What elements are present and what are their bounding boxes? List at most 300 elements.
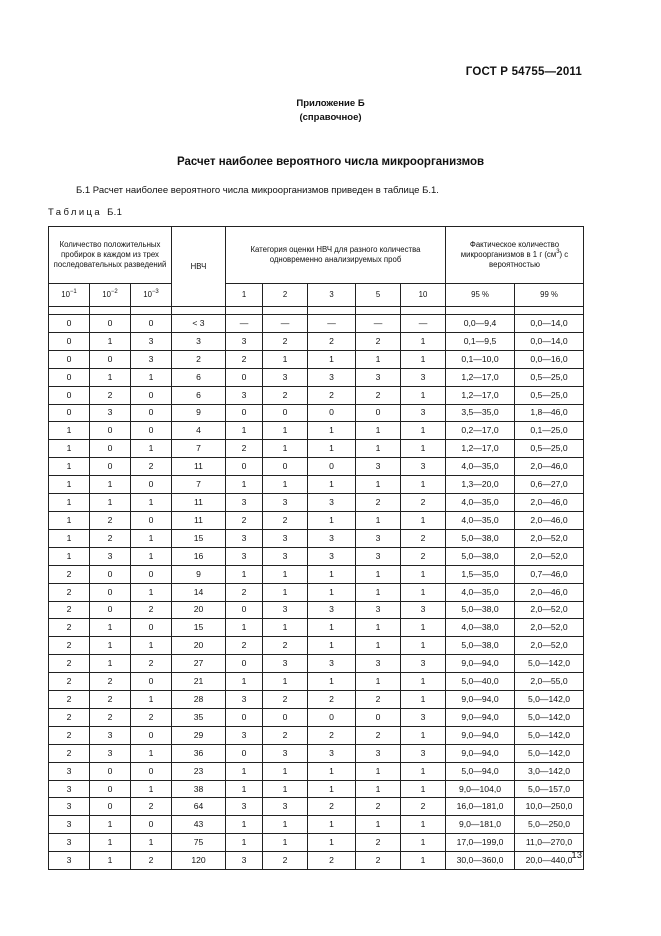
table-cell: 0	[226, 655, 263, 673]
table-cell: 5,0—157,0	[515, 780, 584, 798]
table-cell: 5,0—142,0	[515, 691, 584, 709]
table-cell: 16,0—181,0	[446, 798, 515, 816]
table-cell: 3	[226, 529, 263, 547]
table-body	[49, 307, 584, 870]
table-cell: 0	[131, 816, 172, 834]
table-cell: 0	[90, 762, 131, 780]
table-cell: 0	[90, 565, 131, 583]
appendix-heading	[0, 97, 661, 125]
table-cell: 1	[90, 476, 131, 494]
table-cell: 3	[401, 458, 446, 476]
table-cell: 5,0—142,0	[515, 708, 584, 726]
table-cell: 1	[226, 619, 263, 637]
table-cell: 20	[172, 637, 226, 655]
table-cell: 1	[356, 762, 401, 780]
table-cell: 0	[263, 458, 308, 476]
table-cell: 2	[90, 511, 131, 529]
table-cell: 5,0—38,0	[446, 637, 515, 655]
table-cell: 1	[226, 780, 263, 798]
table-cell: 3	[226, 691, 263, 709]
table-cell: 1	[356, 511, 401, 529]
table-cell: 1,2—17,0	[446, 440, 515, 458]
table-cell: 1,8—46,0	[515, 404, 584, 422]
table-row	[49, 744, 584, 762]
table-cell: 9,0—181,0	[446, 816, 515, 834]
table-cell: 0	[131, 726, 172, 744]
table-row	[49, 601, 584, 619]
table-cell: 3	[226, 798, 263, 816]
table-row	[49, 315, 584, 333]
table-cell: 0	[131, 404, 172, 422]
table-cell: 2,0—46,0	[515, 583, 584, 601]
table-cell: 2	[90, 673, 131, 691]
table-cell: 43	[172, 816, 226, 834]
table-cell: 2	[131, 458, 172, 476]
table-cell: 1	[49, 529, 90, 547]
table-cell: 3,0—142,0	[515, 762, 584, 780]
table-cell: 0	[90, 350, 131, 368]
table-cell: 1	[308, 673, 356, 691]
table-cell: 3	[226, 386, 263, 404]
table-caption	[48, 207, 122, 218]
table-cell: 0,5—25,0	[515, 368, 584, 386]
table-cell: 1	[401, 440, 446, 458]
table-cell: 0	[263, 708, 308, 726]
table-cell: 64	[172, 798, 226, 816]
table-cell: 1	[401, 619, 446, 637]
subheader-category-10: 10	[401, 284, 446, 307]
table-cell: 1	[356, 476, 401, 494]
table-cell: 2	[49, 691, 90, 709]
table-cell: 9	[172, 404, 226, 422]
table-cell: 2	[90, 529, 131, 547]
table-cell: 0	[90, 780, 131, 798]
table-cell: 3	[49, 834, 90, 852]
table-cell: 1	[263, 762, 308, 780]
table-cell: 9,0—94,0	[446, 691, 515, 709]
table-cell: 3	[401, 404, 446, 422]
table-row	[49, 583, 584, 601]
table-cell: 1	[226, 816, 263, 834]
table-cell: 2	[263, 511, 308, 529]
table-cell: 3	[226, 852, 263, 870]
table-cell: 35	[172, 708, 226, 726]
table-cell: 2	[308, 726, 356, 744]
table-cell: 1	[49, 476, 90, 494]
table-cell: 3	[308, 655, 356, 673]
table-row	[49, 565, 584, 583]
table-cell: 1	[49, 458, 90, 476]
table-cell: 2,0—52,0	[515, 529, 584, 547]
table-cell: 3	[90, 404, 131, 422]
table-row	[49, 476, 584, 494]
table-cell: 4,0—35,0	[446, 494, 515, 512]
table-cell: 1,3—20,0	[446, 476, 515, 494]
table-cell: 0	[226, 744, 263, 762]
table-cell: 1	[90, 852, 131, 870]
header-separator	[49, 307, 584, 315]
table-cell: 0	[49, 315, 90, 333]
table-cell: 1	[263, 350, 308, 368]
table-cell: 1	[401, 350, 446, 368]
table-cell: 6	[172, 386, 226, 404]
table-cell: 1	[90, 637, 131, 655]
table-cell: 3	[401, 368, 446, 386]
table-cell: 3	[90, 547, 131, 565]
table-cell: 5,0—142,0	[515, 655, 584, 673]
table-cell: 1	[401, 780, 446, 798]
table-cell: 0,0—16,0	[515, 350, 584, 368]
table-cell: 7	[172, 440, 226, 458]
table-cell: 9,0—94,0	[446, 655, 515, 673]
table-cell: 1	[49, 511, 90, 529]
table-row	[49, 726, 584, 744]
table-caption-label: Таблица	[48, 207, 103, 218]
table-cell: 0	[226, 708, 263, 726]
table-cell: 0	[356, 708, 401, 726]
table-row	[49, 386, 584, 404]
table-row	[49, 655, 584, 673]
table-cell: 1	[308, 780, 356, 798]
table-cell: 23	[172, 762, 226, 780]
table-cell: 2	[49, 708, 90, 726]
table-cell: 2	[49, 601, 90, 619]
table-cell: —	[226, 315, 263, 333]
table-caption-number: Б.1	[107, 207, 123, 218]
document-id: ГОСТ Р 54755—2011	[465, 66, 582, 78]
table-cell: 1	[401, 762, 446, 780]
table-cell: 0	[90, 315, 131, 333]
table-cell: 0	[49, 386, 90, 404]
table-cell: 3	[308, 744, 356, 762]
table-cell: 2	[49, 637, 90, 655]
table-cell: 5,0—40,0	[446, 673, 515, 691]
table-cell: 3	[49, 780, 90, 798]
table-cell: 0	[131, 565, 172, 583]
subheader-dilution-3: $10^{-3}$	[131, 284, 172, 307]
table-cell: 3	[308, 547, 356, 565]
table-cell: 1,2—17,0	[446, 368, 515, 386]
table-cell: 9,0—94,0	[446, 708, 515, 726]
table-cell: 1	[90, 332, 131, 350]
table-cell: 1	[131, 637, 172, 655]
table-cell: 0	[90, 798, 131, 816]
table-cell: 1	[308, 565, 356, 583]
table-cell: 1	[356, 816, 401, 834]
table-cell: 3	[263, 368, 308, 386]
table-row	[49, 511, 584, 529]
table-cell: 0	[226, 601, 263, 619]
table-cell: 0	[131, 511, 172, 529]
table-cell: 1	[308, 762, 356, 780]
table-cell: 1	[263, 619, 308, 637]
header-actual-count: Фактическое количество микроорганизмов в 1 г $(см^3)$ с вероятностью	[446, 227, 584, 284]
table-cell: —	[401, 315, 446, 333]
table-cell: 1	[401, 422, 446, 440]
table-cell: 2	[308, 852, 356, 870]
table-cell: 5,0—94,0	[446, 762, 515, 780]
table-cell: 1	[131, 583, 172, 601]
table-cell: 5,0—250,0	[515, 816, 584, 834]
table-row	[49, 708, 584, 726]
table-cell: 2,0—46,0	[515, 458, 584, 476]
table-cell: 2	[90, 386, 131, 404]
table-cell: 3	[49, 852, 90, 870]
table-cell: 2	[401, 547, 446, 565]
table-cell: 3	[263, 529, 308, 547]
table-cell: 3	[226, 547, 263, 565]
table-cell: 3	[308, 529, 356, 547]
table-cell: 2,0—52,0	[515, 637, 584, 655]
table-row	[49, 529, 584, 547]
table-cell: 0	[90, 601, 131, 619]
table-cell: 2,0—52,0	[515, 619, 584, 637]
table-cell: 1	[49, 494, 90, 512]
table-cell: 2	[226, 637, 263, 655]
table-cell: 0	[308, 708, 356, 726]
table-cell: 0	[131, 619, 172, 637]
table-cell: 0	[356, 404, 401, 422]
header-positive-tubes: Количество положительных пробирок в каждом из трех последовательных разведений	[49, 227, 172, 284]
table-cell: 3	[49, 762, 90, 780]
table-cell: 2	[356, 691, 401, 709]
table-cell: 1	[401, 565, 446, 583]
table-row	[49, 619, 584, 637]
table-cell: 1	[131, 834, 172, 852]
table-cell: 2	[263, 637, 308, 655]
table-row	[49, 350, 584, 368]
table-cell: 2	[356, 494, 401, 512]
table-cell: 1	[131, 368, 172, 386]
table-cell: 3	[356, 458, 401, 476]
table-cell: 0	[90, 440, 131, 458]
table-cell: 1	[356, 637, 401, 655]
table-cell: 0,6—27,0	[515, 476, 584, 494]
table-cell: 2	[356, 332, 401, 350]
appendix-subtitle: (справочное)	[299, 112, 362, 123]
table-cell: 0	[226, 368, 263, 386]
table-row	[49, 368, 584, 386]
subheader-category-3: 3	[308, 284, 356, 307]
table-cell: 0	[131, 673, 172, 691]
table-cell: 1	[263, 440, 308, 458]
table-cell: 5,0—38,0	[446, 529, 515, 547]
table-cell: 1	[356, 780, 401, 798]
table-cell: 1	[226, 673, 263, 691]
table-cell: 0	[131, 762, 172, 780]
table-cell: 5,0—142,0	[515, 744, 584, 762]
table-cell: 2	[131, 655, 172, 673]
table-cell: 1	[49, 422, 90, 440]
table-cell: 2	[263, 332, 308, 350]
table-cell: 3	[263, 494, 308, 512]
table-cell: —	[308, 315, 356, 333]
table-cell: 36	[172, 744, 226, 762]
table-cell: 3	[226, 726, 263, 744]
table-cell: 1	[131, 780, 172, 798]
table-cell: 9	[172, 565, 226, 583]
table-cell: 0,1—10,0	[446, 350, 515, 368]
table-cell: 0	[90, 583, 131, 601]
table-cell: 0	[131, 386, 172, 404]
table-cell: 2	[90, 708, 131, 726]
table-cell: 1	[401, 673, 446, 691]
table-row	[49, 494, 584, 512]
table-cell: 7	[172, 476, 226, 494]
table-cell: 1	[90, 816, 131, 834]
table-cell: 1	[356, 673, 401, 691]
table-cell: 29	[172, 726, 226, 744]
table-cell: 20,0—440,0	[515, 852, 584, 870]
table-cell: 0	[49, 350, 90, 368]
table-cell: 1	[90, 494, 131, 512]
table-row	[49, 637, 584, 655]
table-cell: 1	[356, 440, 401, 458]
table-cell: 28	[172, 691, 226, 709]
table-cell: 2	[49, 565, 90, 583]
subheader-category-5: 5	[356, 284, 401, 307]
table-cell: 2	[263, 386, 308, 404]
table-cell: 2	[226, 583, 263, 601]
table-cell: 3	[49, 798, 90, 816]
table-cell: 5,0—38,0	[446, 547, 515, 565]
table-cell: 1	[308, 440, 356, 458]
table-cell: 1	[226, 834, 263, 852]
table-row	[49, 834, 584, 852]
table-cell: 1	[401, 386, 446, 404]
table-cell: 1	[263, 780, 308, 798]
table-cell: 0	[90, 422, 131, 440]
table-cell: 3	[401, 601, 446, 619]
table-cell: 2,0—46,0	[515, 494, 584, 512]
table-cell: 2	[131, 601, 172, 619]
table-cell: 0	[308, 404, 356, 422]
table-cell: 3,5—35,0	[446, 404, 515, 422]
table-cell: 3	[308, 601, 356, 619]
table-cell: 1	[90, 368, 131, 386]
table-cell: 2	[356, 726, 401, 744]
table-cell: 3	[131, 332, 172, 350]
table-cell: 1	[308, 350, 356, 368]
table-cell: 3	[356, 529, 401, 547]
table-cell: 2	[172, 350, 226, 368]
table-cell: 2	[90, 691, 131, 709]
table-cell: 1	[356, 583, 401, 601]
table-cell: 0,1—25,0	[515, 422, 584, 440]
table-cell: 2	[226, 511, 263, 529]
table-cell: 14	[172, 583, 226, 601]
table-cell: 1	[356, 422, 401, 440]
table-cell: 1	[356, 619, 401, 637]
table-cell: 1	[308, 619, 356, 637]
table-cell: 0,0—9,4	[446, 315, 515, 333]
table-cell: 3	[226, 332, 263, 350]
table-cell: 3	[401, 708, 446, 726]
table-cell: 2	[49, 619, 90, 637]
table-row	[49, 673, 584, 691]
table-cell: 16	[172, 547, 226, 565]
table-cell: 1	[401, 511, 446, 529]
table-cell: 3	[308, 368, 356, 386]
table-cell: —	[263, 315, 308, 333]
appendix-title: Приложение Б	[296, 98, 365, 109]
table-cell: 3	[356, 601, 401, 619]
table-cell: 1	[263, 816, 308, 834]
table-cell: 1	[226, 565, 263, 583]
table-cell: 2,0—55,0	[515, 673, 584, 691]
table-cell: 9,0—104,0	[446, 780, 515, 798]
table-cell: 10,0—250,0	[515, 798, 584, 816]
table-cell: 0	[90, 458, 131, 476]
table-cell: 2,0—52,0	[515, 601, 584, 619]
subheader-category-1: 1	[226, 284, 263, 307]
table-cell: 1	[308, 476, 356, 494]
table-cell: 9,0—94,0	[446, 726, 515, 744]
table-cell: 1	[226, 762, 263, 780]
table-cell: 0,5—25,0	[515, 386, 584, 404]
table-cell: 1	[401, 332, 446, 350]
table-cell: 11,0—270,0	[515, 834, 584, 852]
table-cell: 6	[172, 368, 226, 386]
table-cell: 20	[172, 601, 226, 619]
table-cell: 3	[263, 744, 308, 762]
table-cell: 3	[263, 547, 308, 565]
table-cell: 3	[263, 601, 308, 619]
table-cell: 0	[131, 422, 172, 440]
table-cell: 3	[356, 744, 401, 762]
table-row	[49, 458, 584, 476]
table-cell: 1	[308, 511, 356, 529]
table-cell: 2,0—46,0	[515, 511, 584, 529]
table-cell: 3	[263, 798, 308, 816]
table-cell: 0	[308, 458, 356, 476]
table-cell: 1	[401, 816, 446, 834]
table-cell: 0	[263, 404, 308, 422]
table-cell: 0	[131, 315, 172, 333]
table-cell: 0	[49, 404, 90, 422]
table-cell: 1	[401, 476, 446, 494]
table-cell: 3	[90, 726, 131, 744]
subheader-category-2: 2	[263, 284, 308, 307]
table-cell: 15	[172, 529, 226, 547]
table-cell: 15	[172, 619, 226, 637]
table-cell: 2	[131, 708, 172, 726]
table-cell: 4,0—35,0	[446, 583, 515, 601]
table-cell: 1	[401, 852, 446, 870]
table-cell: 1	[131, 494, 172, 512]
table-cell: 4	[172, 422, 226, 440]
table-row	[49, 762, 584, 780]
table-cell: 0	[49, 332, 90, 350]
subheader-dilution-2: $10^{-2}$	[90, 284, 131, 307]
table-cell: 1	[131, 547, 172, 565]
table-cell: 3	[308, 494, 356, 512]
table-cell: 3	[172, 332, 226, 350]
table-cell: 17,0—199,0	[446, 834, 515, 852]
table-cell: 1	[263, 673, 308, 691]
table-cell: 11	[172, 494, 226, 512]
table-cell: 2	[308, 386, 356, 404]
table-cell: 1	[90, 655, 131, 673]
table-cell: 11	[172, 458, 226, 476]
table-cell: 2	[401, 494, 446, 512]
table-cell: 1	[401, 726, 446, 744]
table-cell: 2	[356, 386, 401, 404]
table-cell: 1	[226, 476, 263, 494]
table-cell: 2	[356, 852, 401, 870]
table-cell: 3	[356, 368, 401, 386]
table-cell: 4,0—35,0	[446, 511, 515, 529]
